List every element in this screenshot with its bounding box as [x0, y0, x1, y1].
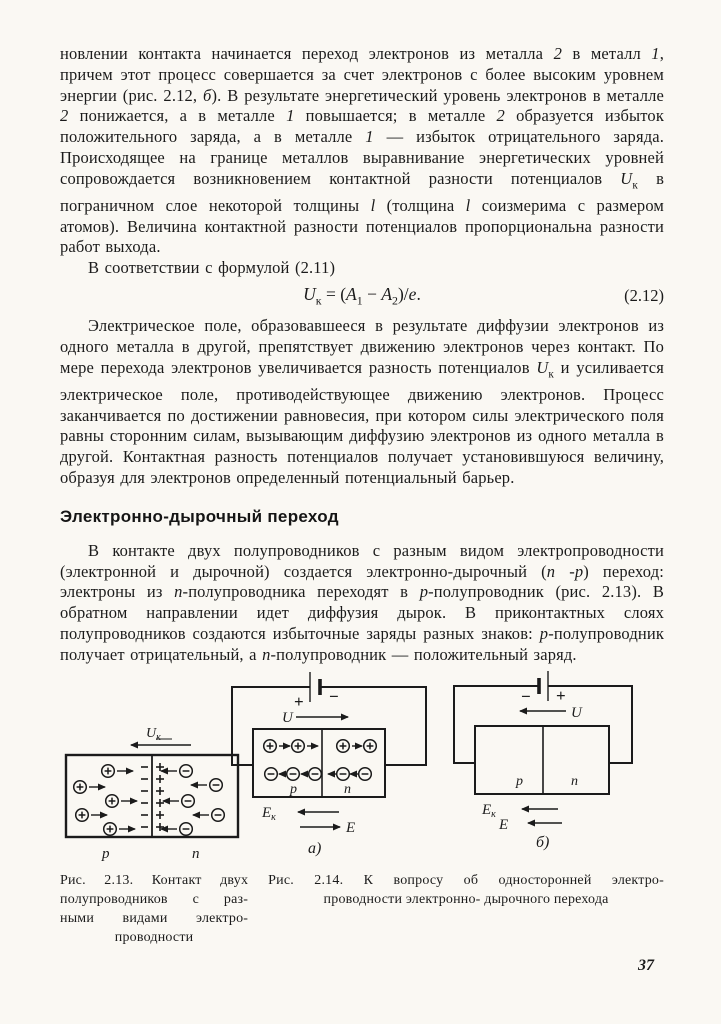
n-region-label: n: [571, 773, 578, 789]
p-region-label: p: [102, 845, 110, 862]
equation-2-12: [60, 284, 664, 310]
battery-plus-label: +: [294, 691, 304, 711]
figure-2-14b-diagram: [444, 671, 642, 853]
junction-positive-layer: [156, 763, 164, 831]
junction-box: [475, 726, 609, 794]
figure-captions: [60, 871, 664, 947]
equation-number: (2.12): [624, 286, 664, 306]
battery-icon: [539, 671, 548, 701]
contact-field-label: $U_к$: [146, 725, 161, 743]
panel-b-label: б): [536, 833, 550, 851]
electron-charges: [161, 764, 224, 835]
equation-expression: $U_к = (A_1 - A_2)/e$.: [303, 284, 421, 308]
figure-2-13-diagram: [60, 715, 246, 866]
external-field-label: E: [346, 819, 356, 836]
battery-minus-label: −: [329, 686, 339, 706]
hole-charges: [74, 764, 137, 835]
panel-a-label: а): [308, 839, 322, 857]
figures-row: [60, 669, 664, 866]
page-number: 37: [638, 956, 654, 974]
junction-box: [253, 729, 385, 797]
paragraph-formula-intro: В соответствии с формулой (2.11): [88, 258, 336, 278]
section-heading: Электронно-дырочный переход: [60, 506, 339, 526]
n-region-label: n: [192, 845, 200, 862]
voltage-label: U: [282, 709, 293, 726]
contact-field-label: $E_к$: [262, 804, 276, 823]
figure-2-14-caption: Рис. 2.14. К вопросу об односторонней электро- проводности электронно- дырочного перехода: [268, 872, 664, 907]
electron-charges: [265, 767, 372, 780]
p-region-label: p: [516, 773, 523, 789]
paragraph-electric-field: Электрическое поле, образовавшееся в результате диффузии электронов из одного металла в другой, препятствует движению электронов через контакт. По мере перехода электронов увеличивается разность потенциалов $U_к$ и усиливается электрическое поле, противодействующее движению электронов. Процесс заканчивается по достижении равновесия, при котором силы электрического поля равны сторонним силам, вызывающим диффузию электронов из одного металла в другой. Контактная разность потенциалов получает установившуюся величину, образуя для электронов определенный потенциальный барьер.: [60, 316, 664, 487]
hole-charges: [264, 739, 377, 752]
figure-2-14a-diagram: [226, 669, 432, 861]
battery-plus-label: +: [556, 685, 566, 705]
battery-icon: [310, 672, 320, 702]
n-region-label: n: [344, 781, 351, 797]
paragraph-metal-contact: новлении контакта начинается переход электронов из металла 2 в металл 1, причем этот процесс совершается за счет электронов с более высоким уровнем энергии (рис. 2.12, б). В результате энергетический уровень электронов в металле 2 понижается, а в металле 1 повышается; в металле 2 образуется избыток положительного заряда, а в металле 1 — избыток отрицательного заряда. Происходящее на границе металлов выравнивание энергетических уровней сопровождается возникновением контактной разности потенциалов $U_к$ в пограничном слое некоторой толщины l (толщина l соизмерима с размером атомов). Величина контактной разности потенциалов пропорциональна разности работ выхода.: [60, 44, 665, 257]
junction-negative-layer: [141, 767, 148, 827]
figure-2-13-caption: Рис. 2.13. Контакт двух полупроводников с раз- ными видами электро- проводности: [60, 872, 249, 945]
battery-minus-label: −: [521, 686, 531, 706]
contact-field-label: $E_к$: [482, 801, 496, 820]
voltage-label: U: [571, 704, 582, 721]
paragraph-pn-junction: В контакте двух полупроводников с разным видом электропроводности (электронной и дырочной) создается электронно-дырочный (n -p) переход: электроны из n-полупроводника переходят в p-полупроводник (рис. 2.13). В обратном направлении идет диффузия дырок. В приконтактных слоях полупроводников создаются избыточные заряды разных знаков: p-полупроводник получает отрицательный, а n-полупроводник — положительный заряд.: [60, 540, 664, 664]
p-region-label: p: [290, 781, 297, 797]
external-field-label: E: [499, 816, 509, 833]
